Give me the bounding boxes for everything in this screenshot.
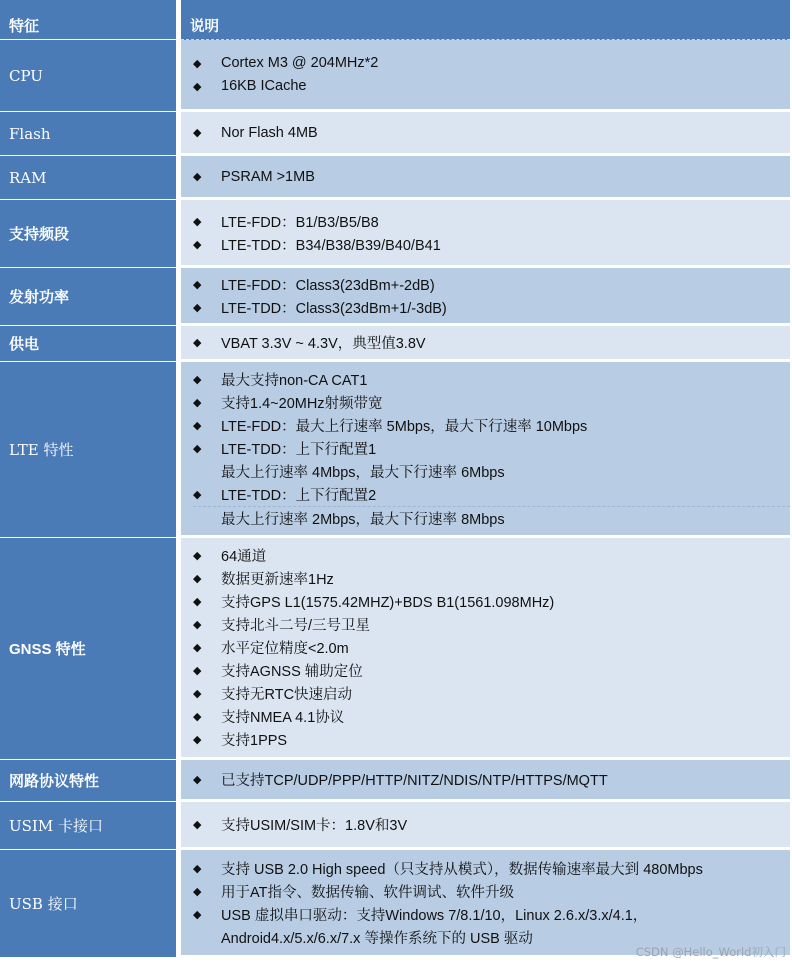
list-item: LTE-TDD：B34/B38/B39/B40/B41 bbox=[221, 237, 441, 254]
list-item: 64通道 bbox=[221, 549, 267, 565]
description-flash bbox=[181, 112, 790, 156]
bullet-icon: ◆ bbox=[193, 57, 202, 70]
list-item: LTE-FDD：B1/B3/B5/B8 bbox=[221, 214, 379, 231]
bullet-icon: ◆ bbox=[193, 489, 202, 501]
list-item: 已支持TCP/UDP/PPP/HTTP/NITZ/NDIS/NTP/HTTPS/MQTT bbox=[221, 773, 608, 789]
bullet-icon: ◆ bbox=[193, 596, 202, 608]
feature-bands: 支持频段 bbox=[0, 200, 176, 268]
list-item: 水平定位精度<2.0m bbox=[221, 641, 349, 657]
table-row bbox=[0, 268, 790, 326]
list-item: 最大上行速率 4Mbps，最大下行速率 6Mbps bbox=[221, 465, 505, 481]
bullet-icon: ◆ bbox=[193, 171, 202, 183]
description-ram bbox=[181, 156, 790, 200]
feature-usb: USB 接口 bbox=[0, 850, 176, 958]
bullet-icon: ◆ bbox=[193, 642, 202, 654]
bullet-icon: ◆ bbox=[193, 734, 202, 746]
description-usim bbox=[181, 802, 790, 850]
bullet-icon: ◆ bbox=[193, 238, 202, 251]
bullet-icon: ◆ bbox=[193, 665, 202, 677]
list-item: Android4.x/5.x/6.x/7.x 等操作系统下的 USB 驱动 bbox=[221, 930, 533, 947]
bullet-icon: ◆ bbox=[193, 908, 202, 921]
bullet-icon: ◆ bbox=[193, 397, 202, 409]
feature-flash: Flash bbox=[0, 112, 176, 156]
bullet-icon: ◆ bbox=[193, 301, 202, 314]
watermark: CSDN @Hello_World初入门 bbox=[635, 945, 786, 959]
header-feature: 特征 bbox=[0, 0, 176, 40]
list-item: LTE-TDD：上下行配置1 bbox=[221, 442, 377, 458]
bullet-icon: ◆ bbox=[193, 337, 202, 349]
bullet-icon: ◆ bbox=[193, 550, 202, 562]
bullet-icon: ◆ bbox=[193, 619, 202, 631]
feature-cpu: CPU bbox=[0, 40, 176, 112]
description-tx-power bbox=[181, 268, 790, 326]
feature-usim: USIM 卡接口 bbox=[0, 802, 176, 850]
table-row bbox=[0, 112, 790, 156]
list-item: Cortex M3 @ 204MHz*2 bbox=[221, 55, 379, 71]
table-row bbox=[0, 326, 790, 362]
feature-gnss: GNSS 特性 bbox=[0, 538, 176, 760]
list-item: 数据更新速率1Hz bbox=[221, 572, 334, 588]
table-header-row bbox=[0, 0, 790, 40]
bullet-icon: ◆ bbox=[193, 278, 202, 291]
list-item: 支持1PPS bbox=[221, 733, 288, 749]
description-bands bbox=[181, 200, 790, 268]
bullet-icon: ◆ bbox=[193, 573, 202, 585]
bullet-icon: ◆ bbox=[193, 774, 202, 786]
bullet-icon: ◆ bbox=[193, 711, 202, 723]
list-item: 支持 USB 2.0 High speed（只支持从模式），数据传输速率最大到 480Mbps bbox=[221, 861, 703, 878]
bullet-icon: ◆ bbox=[193, 215, 202, 228]
bullet-icon: ◆ bbox=[193, 420, 202, 432]
description-gnss bbox=[181, 538, 790, 760]
table-row bbox=[0, 200, 790, 268]
feature-lte: LTE 特性 bbox=[0, 362, 176, 538]
bullet-icon: ◆ bbox=[193, 688, 202, 700]
table-row bbox=[0, 802, 790, 850]
bullet-icon: ◆ bbox=[193, 374, 202, 386]
list-item: VBAT 3.3V ~ 4.3V，典型值3.8V bbox=[221, 336, 426, 352]
list-item: LTE-TDD：Class3(23dBm+1/-3dB) bbox=[221, 300, 447, 317]
description-network-protocols bbox=[181, 760, 790, 802]
bullet-icon: ◆ bbox=[193, 885, 202, 898]
list-item: USB 虚拟串口驱动：支持Windows 7/8.1/10，Linux 2.6.x/3.x/4.1， bbox=[221, 907, 648, 924]
list-item: 支持USIM/SIM卡：1.8V和3V bbox=[221, 818, 408, 834]
list-item: 支持NMEA 4.1协议 bbox=[221, 710, 345, 726]
list-item: 用于AT指令、数据传输、软件调试、软件升级 bbox=[221, 884, 514, 901]
description-cpu bbox=[181, 40, 790, 112]
list-item: PSRAM >1MB bbox=[221, 168, 315, 185]
description-power-supply bbox=[181, 326, 790, 362]
list-item: 支持1.4~20MHz射频带宽 bbox=[221, 396, 383, 412]
feature-ram: RAM bbox=[0, 156, 176, 200]
feature-power-supply: 供电 bbox=[0, 326, 176, 362]
table-row bbox=[0, 40, 790, 112]
feature-network-protocols: 网路协议特性 bbox=[0, 760, 176, 802]
list-item: 最大上行速率 2Mbps，最大下行速率 8Mbps bbox=[221, 512, 505, 528]
list-item: 16KB ICache bbox=[221, 78, 307, 94]
list-item: 最大支持non-CA CAT1 bbox=[221, 373, 368, 389]
bullet-icon: ◆ bbox=[193, 819, 202, 831]
table-row bbox=[0, 538, 790, 760]
table-row bbox=[0, 760, 790, 802]
list-item: LTE-TDD：上下行配置2 bbox=[221, 488, 377, 504]
list-item: LTE-FDD：最大上行速率 5Mbps，最大下行速率 10Mbps bbox=[221, 419, 588, 435]
table-row bbox=[0, 850, 790, 958]
description-lte bbox=[181, 362, 790, 538]
table-row bbox=[0, 156, 790, 200]
list-item: 支持AGNSS 辅助定位 bbox=[221, 664, 363, 680]
description-usb bbox=[181, 850, 790, 958]
list-item: 支持GPS L1(1575.42MHZ)+BDS B1(1561.098MHz) bbox=[221, 595, 555, 611]
feature-tx-power: 发射功率 bbox=[0, 268, 176, 326]
bullet-icon: ◆ bbox=[193, 80, 202, 93]
list-item: LTE-FDD：Class3(23dBm+-2dB) bbox=[221, 277, 435, 294]
bullet-icon: ◆ bbox=[193, 127, 202, 139]
table-row bbox=[0, 362, 790, 538]
header-description: 说明 bbox=[181, 0, 790, 40]
bullet-icon: ◆ bbox=[193, 443, 202, 455]
list-item: 支持无RTC快速启动 bbox=[221, 687, 353, 703]
bullet-icon: ◆ bbox=[193, 862, 202, 875]
list-item: Nor Flash 4MB bbox=[221, 124, 318, 141]
list-item: 支持北斗二号/三号卫星 bbox=[221, 618, 371, 634]
